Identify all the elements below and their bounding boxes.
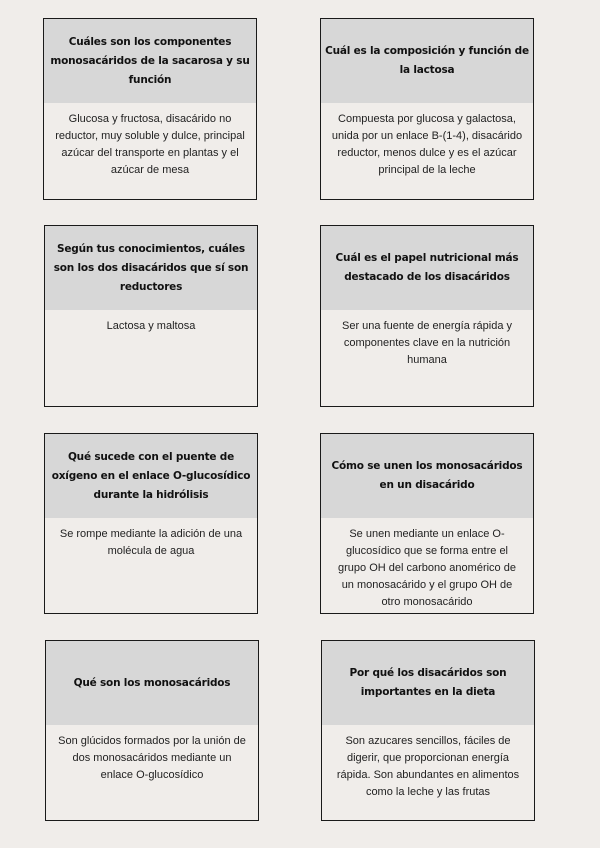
card-answer: Se unen mediante un enlace O-glucosídico que se forma entre el grupo OH del carbono anomérico de un monosacárido y el grupo OH de otro monosacárido: [338, 528, 516, 608]
card-answer: Son glúcidos formados por la unión de dos monosacáridos mediante un enlace O-glucosídico: [58, 735, 246, 781]
flashcard-monosacaridos: [45, 640, 259, 821]
card-question: Cuál es la composición y función de la lactosa: [321, 19, 533, 103]
flashcard-lactosa: [320, 18, 534, 200]
card-answer: Se rompe mediante la adición de una molécula de agua: [59, 528, 243, 557]
flashcard-papel-nutricional: [320, 225, 534, 407]
flashcard-union-monosacaridos: [320, 433, 534, 614]
card-answer: Lactosa y maltosa: [106, 320, 196, 332]
flashcard-hidrolisis: [44, 433, 258, 614]
card-answer: Compuesta por glucosa y galactosa, unida por un enlace B-(1-4), disacárido reductor, menos dulce y es el azúcar principal de la leche: [331, 113, 523, 176]
flashcard-sacarosa: [43, 18, 257, 200]
card-question: Cuál es el papel nutricional más destacado de los disacáridos: [321, 226, 533, 310]
card-answer: Glucosa y fructosa, disacárido no reductor, muy soluble y dulce, principal azúcar del transporte en plantas y el azúcar de mesa: [55, 113, 245, 176]
card-question: Cuáles son los componentes monosacáridos de la sacarosa y su función: [44, 19, 256, 103]
card-question: Según tus conocimientos, cuáles son los dos disacáridos que sí son reductores: [45, 226, 257, 310]
card-question: Qué sucede con el puente de oxígeno en el enlace O-glucosídico durante la hidrólisis: [45, 434, 257, 518]
card-question: Por qué los disacáridos son importantes en la dieta: [322, 641, 534, 725]
card-question: Cómo se unen los monosacáridos en un disacárido: [321, 434, 533, 518]
card-answer: Son azucares sencillos, fáciles de digerir, que proporcionan energía rápida. Son abundantes en alimentos como la leche y las frutas: [336, 735, 520, 798]
card-answer: Ser una fuente de energía rápida y componentes clave en la nutrición humana: [341, 320, 512, 366]
flashcard-importancia-dieta: [321, 640, 535, 821]
flashcard-reductores: [44, 225, 258, 407]
card-question: Qué son los monosacáridos: [46, 641, 258, 725]
